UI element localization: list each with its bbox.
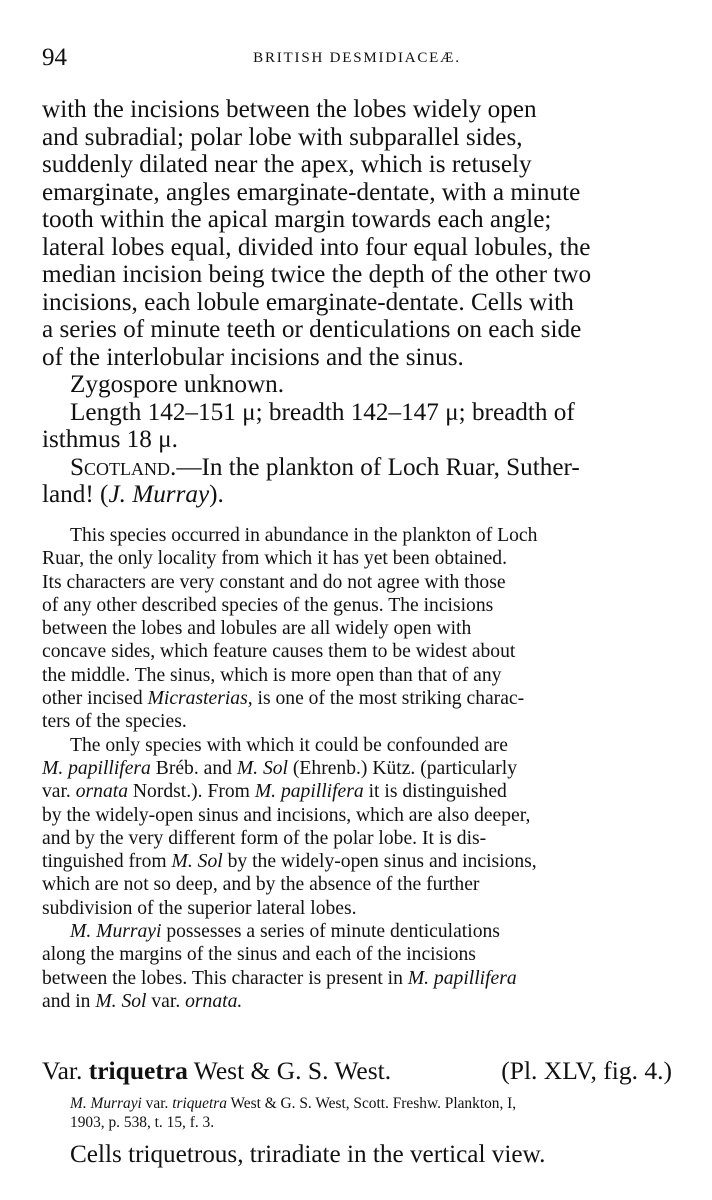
- note-line: Ruar, the only locality from which it has yet been obtained.: [42, 548, 507, 570]
- taxon-name: M. Murrayi: [70, 1095, 142, 1112]
- taxon-name: M. papillifera: [254, 781, 364, 803]
- discussion-notes: [42, 524, 672, 1013]
- note-text: tinguished from: [42, 851, 172, 873]
- note-line: which are not so deep, and by the absence of the further: [42, 874, 480, 896]
- note-line: The only species with which it could be confounded are: [70, 734, 509, 756]
- note-text: (Ehrenb.) Kütz. (particularly: [288, 757, 518, 779]
- description-line: incisions, each lobule emarginate-dentate. Cells with: [42, 288, 574, 316]
- locality-text: ).: [209, 481, 224, 508]
- note-line: [42, 687, 672, 710]
- note-line: Its characters are very constant and do not agree with those: [42, 571, 506, 593]
- taxon-name: M. Sol: [236, 757, 288, 779]
- note-text: between the lobes. This character is present in: [42, 967, 408, 989]
- note-text: var.: [42, 781, 76, 803]
- zygospore-note: Zygospore unknown.: [70, 371, 285, 398]
- note-text: it is distinguished: [363, 781, 507, 803]
- note-line: [42, 990, 672, 1013]
- note-line: subdivision of the superior lateral lobes.: [42, 897, 357, 919]
- measurements-line: Length 142–151 μ; breadth 142–147 μ; breadth of: [70, 398, 575, 426]
- variety-description: Cells triquetrous, triradiate in the vertical view.: [70, 1141, 546, 1168]
- species-description: [42, 96, 672, 509]
- taxon-name: M. papillifera: [42, 757, 151, 779]
- measurements-line: isthmus 18 μ.: [42, 426, 178, 453]
- note-text: Nordst.). From: [128, 781, 255, 803]
- description-line: tooth within the apical margin towards each angle;: [42, 206, 552, 233]
- taxon-name: M. Murrayi: [70, 921, 162, 943]
- description-line: median incision being twice the depth of the other two: [42, 261, 592, 288]
- description-line: and subradial; polar lobe with subparallel sides,: [42, 123, 523, 151]
- note-line: [42, 780, 672, 803]
- note-line: This species occurred in abundance in the plankton of Loch: [70, 525, 538, 546]
- citation-text: var.: [141, 1095, 173, 1112]
- locality-text: land! (: [42, 481, 109, 508]
- taxon-name: Micrasterias,: [147, 688, 253, 710]
- taxon-name: M. Sol: [95, 990, 147, 1012]
- note-text: other incised: [42, 688, 148, 710]
- note-line: [42, 967, 672, 990]
- collector-name: J. Murray: [108, 481, 210, 508]
- note-line: [42, 757, 672, 780]
- locality-text: —In the plankton of Loch Ruar, Suther-: [176, 453, 580, 481]
- description-line: emarginate, angles emarginate-dentate, with a minute: [42, 178, 581, 206]
- note-text: var.: [146, 990, 186, 1012]
- taxon-name: ornata.: [185, 990, 243, 1012]
- taxon-name: M. papillifera: [407, 967, 517, 989]
- note-line: the middle. The sinus, which is more open than that of any: [42, 664, 502, 686]
- synonymy-citation: [42, 1094, 672, 1132]
- page-number: 94: [42, 44, 67, 71]
- note-line: ters of the species.: [42, 711, 187, 733]
- note-text: by the widely-open sinus and incisions,: [222, 851, 537, 873]
- citation-text: West & G. S. West, Scott. Freshw. Plankton, I,: [226, 1095, 517, 1112]
- note-text: is one of the most striking charac-: [252, 688, 525, 710]
- page-header: [42, 44, 672, 74]
- variety-name: triquetra: [88, 1056, 188, 1085]
- note-text: and in: [42, 990, 96, 1012]
- description-line: lateral lobes equal, divided into four equal lobules, the: [42, 233, 591, 261]
- taxon-name: ornata: [75, 781, 128, 803]
- note-line: and by the very different form of the polar lobe. It is dis-: [42, 827, 487, 849]
- variety-prefix: Var.: [42, 1056, 89, 1085]
- locality-line: [42, 454, 672, 482]
- description-line: suddenly dilated near the apex, which is retusely: [42, 151, 532, 178]
- plate-reference: (Pl. XLV, fig. 4.): [501, 1056, 672, 1085]
- locality-line: [42, 481, 672, 509]
- note-line: of any other described species of the genus. The incisions: [42, 594, 494, 616]
- running-title: BRITISH DESMIDIACEÆ.: [253, 50, 461, 66]
- taxon-name: triquetra: [172, 1095, 227, 1112]
- description-line: with the incisions between the lobes widely open: [42, 96, 537, 123]
- citation-line: [42, 1094, 672, 1113]
- description-line: a series of minute teeth or denticulations on each side: [42, 316, 582, 343]
- variety-heading: [42, 1056, 672, 1086]
- note-line: [42, 850, 672, 873]
- description-line: of the interlobular incisions and the sinus.: [42, 343, 464, 371]
- note-line: along the margins of the sinus and each of the incisions: [42, 944, 476, 966]
- taxon-name: M. Sol: [171, 851, 223, 873]
- variety-authors: West & G. S. West.: [187, 1056, 392, 1085]
- note-text: Bréb. and: [150, 757, 237, 779]
- locality-region: Scotland.: [70, 453, 177, 481]
- note-line: [42, 920, 672, 943]
- note-text: possesses a series of minute denticulations: [161, 921, 500, 943]
- note-line: concave sides, which feature causes them to be widest about: [42, 641, 516, 663]
- citation-line: 1903, p. 538, t. 15, f. 3.: [70, 1114, 215, 1131]
- note-line: between the lobes and lobules are all widely open with: [42, 618, 472, 640]
- note-line: by the widely-open sinus and incisions, which are also deeper,: [42, 804, 531, 826]
